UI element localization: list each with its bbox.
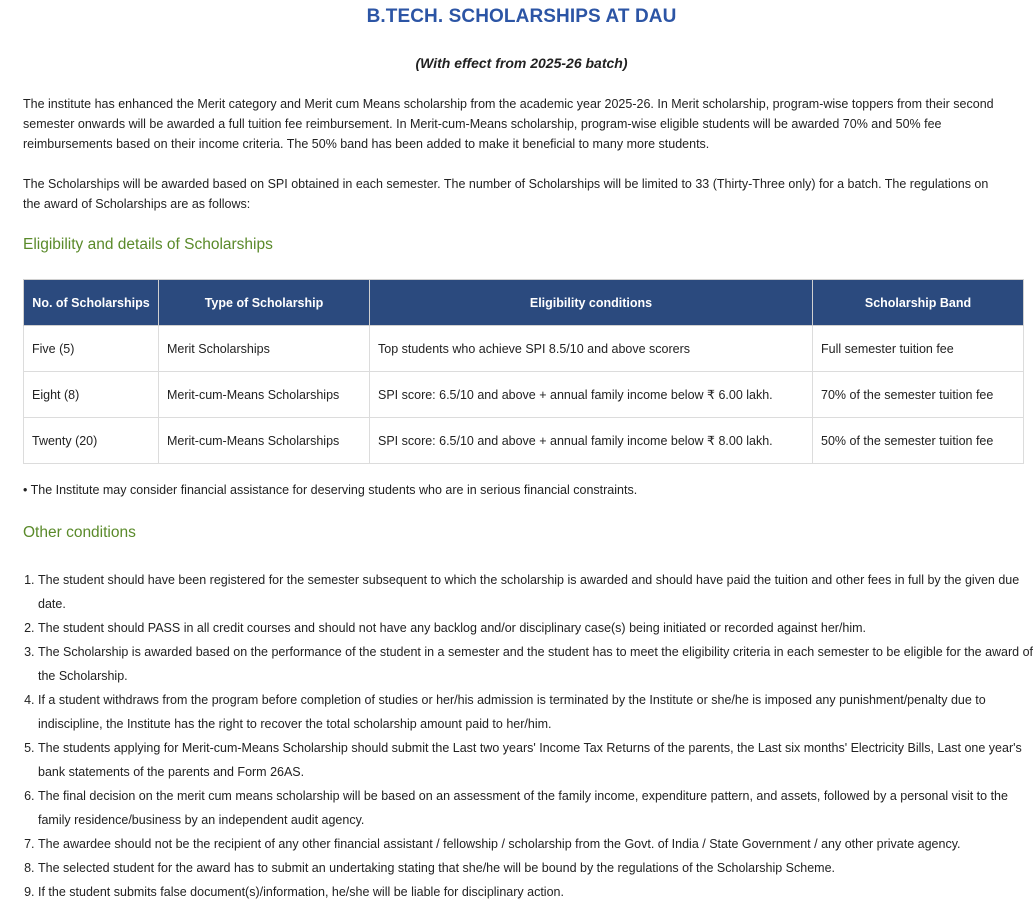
page-subtitle: (With effect from 2025-26 batch) [415,55,628,71]
table-cell: Top students who achieve SPI 8.5/10 and above scorers [370,326,813,372]
table-cell: Full semester tuition fee [813,326,1024,372]
other-conditions-heading: Other conditions [23,524,136,541]
table-header-row [24,280,1024,326]
table-cell: Merit-cum-Means Scholarships [159,418,370,464]
table-cell: 70% of the semester tuition fee [813,372,1024,418]
table-cell: SPI score: 6.5/10 and above + annual family income below ₹ 8.00 lakh. [370,418,813,464]
financial-assistance-note: • The Institute may consider financial assistance for deserving students who are in serious financial constraints. [23,483,638,497]
column-header: Type of Scholarship [159,280,370,326]
scholarship-table [23,279,1024,464]
intro-paragraph-2: The Scholarships will be awarded based on SPI obtained in each semester. The number of Scholarships will be limited to 33 (Thirty-Three only) for a batch. The regulations on the award of Scholarships are as follows: [23,177,989,211]
table-cell: Eight (8) [24,372,159,418]
table-cell: Five (5) [24,326,159,372]
list-item: 2. The student should PASS in all credit courses and should not have any backlog and/or disciplinary case(s) being initiated or recorded against her/him. [38,616,1033,640]
eligibility-heading: Eligibility and details of Scholarships [23,236,273,253]
table-cell: 50% of the semester tuition fee [813,418,1024,464]
column-header: Eligibility conditions [370,280,813,326]
list-item: 3. The Scholarship is awarded based on the performance of the student in a semester and the student has to meet the eligibility criteria in each semester to be eligible for the award of the Scholarship. [38,640,1033,688]
intro-paragraph-1: The institute has enhanced the Merit category and Merit cum Means scholarship from the academic year 2025-26. In Merit scholarship, program-wise toppers from their second semester onwards will be awarded a full tuition fee reimbursement. In Merit-cum-Means scholarship, program-wise eligible students will be awarded 70% and 50% fee reimbursements based on their income criteria. The 50% band has been added to make it beneficial to many more students. [23,97,994,151]
list-item: 6. The final decision on the merit cum means scholarship will be based on an assessment of the family income, expenditure pattern, and assets, followed by a personal visit to the family residence/business by an independent audit agency. [38,784,1033,832]
list-item: 5. The students applying for Merit-cum-Means Scholarship should submit the Last two years' Income Tax Returns of the parents, the Last six months' Electricity Bills, Last one year's bank statements of the parents and Form 26AS. [38,736,1033,784]
column-header: No. of Scholarships [24,280,159,326]
column-header: Scholarship Band [813,280,1024,326]
table-row [24,326,1024,372]
table-row [24,418,1024,464]
table-cell: Merit Scholarships [159,326,370,372]
table-cell: SPI score: 6.5/10 and above + annual family income below ₹ 6.00 lakh. [370,372,813,418]
list-item: 7. The awardee should not be the recipient of any other financial assistant / fellowship / scholarship from the Govt. of India / State Government / any other private agency. [38,832,1033,856]
table-cell: Twenty (20) [24,418,159,464]
conditions-list [23,568,1033,904]
list-item: 9. If the student submits false document(s)/information, he/she will be liable for disciplinary action. [38,880,1033,904]
table-row [24,372,1024,418]
table-cell: Merit-cum-Means Scholarships [159,372,370,418]
list-item: 1. The student should have been registered for the semester subsequent to which the scholarship is awarded and should have paid the tuition and other fees in full by the given due date. [38,568,1033,616]
list-item: 8. The selected student for the award has to submit an undertaking stating that she/he will be bound by the regulations of the Scholarship Scheme. [38,856,1033,880]
list-item: 4. If a student withdraws from the program before completion of studies or her/his admission is terminated by the Institute or she/he is imposed any punishment/penalty due to indiscipline, the Institute has the right to recover the total scholarship amount paid to her/him. [38,688,1033,736]
page-title: B.TECH. SCHOLARSHIPS AT DAU [366,6,677,27]
